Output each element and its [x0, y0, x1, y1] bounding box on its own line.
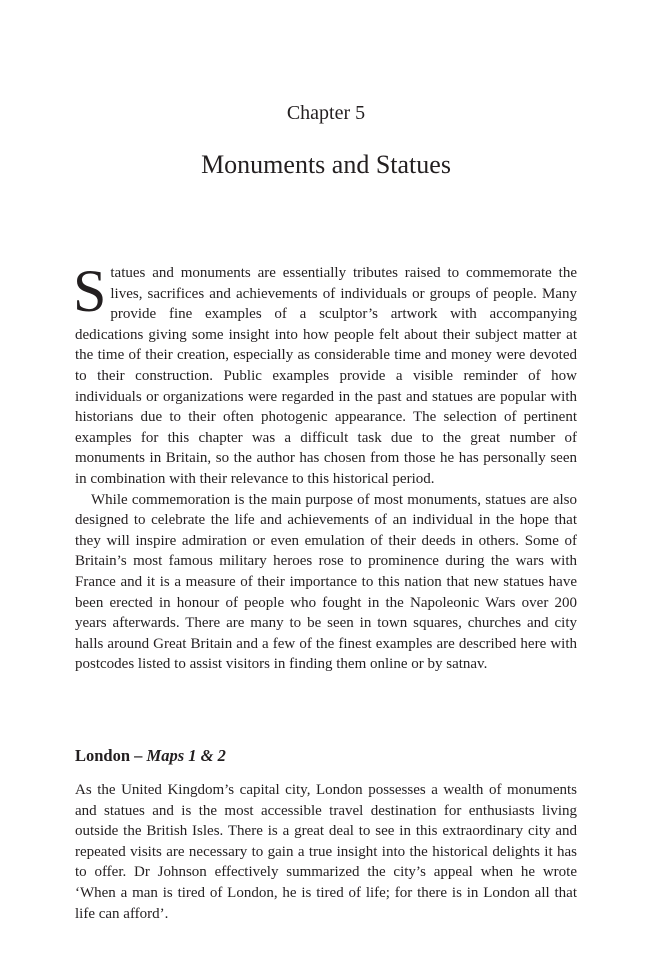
- chapter-label: Chapter 5: [286, 102, 366, 124]
- intro-paragraph-2: While commemoration is the main purpose of most monuments, statues are also designed to celebrate the life and achievements of an individual in the hope that they will inspire admiration or even emulation of their deeds in others. Some of Britain’s most famous military heroes rose to prominence during the wars with France and it is a measure of their importance to this nation that new statues have been erected in honour of people who fought in the Napoleonic Wars over 200 years afterwards. There are many to be seen in town squares, churches and city halls around Great Britain and a few of the finest examples are described here with postcodes listed to assist visitors in finding them online or by satnav.: [75, 491, 577, 673]
- london-paragraph: As the United Kingdom’s capital city, London possesses a wealth of monuments and statues and is the most accessible travel destination for enthusiasts living outside the British Isles. There is a great deal to see in this extraordinary city and repeated visits are necessary to gain a true insight into the historical delights it has to offer. Dr Johnson effectively summarized the city’s appeal when he wrote ‘When a man is tired of London, he is tired of life; for there is in London all that life can afford’.: [75, 782, 577, 922]
- chapter-title: Monuments and Statues: [201, 150, 451, 179]
- intro-paragraph-1-text: tatues and monuments are essentially tributes raised to commemorate the lives, sacrifices and achievements of individuals or groups of people. Many provide fine examples of a sculptor’s artwork with accompanying dedications giving some insight into how people felt about their subject matter at the time of their creation, especially as considerable time and money were devoted to their construction. Public examples provide a visible reminder of how individuals or organizations were regarded in the past and statues are popular with historians due to their often photogenic appearance. The selection of pertinent examples for this chapter was a difficult task due to the great number of monuments in Britain, so the author has chosen from those he has personally seen in combination with their relevance to this historical period.: [75, 265, 577, 487]
- section-heading-london: [75, 745, 577, 767]
- section-heading-maps: Maps 1 & 2: [146, 746, 226, 765]
- intro-paragraph-1: [73, 258, 577, 490]
- drop-cap: S: [73, 258, 107, 324]
- section-heading-text: London –: [75, 746, 147, 765]
- intro-body: [73, 258, 577, 675]
